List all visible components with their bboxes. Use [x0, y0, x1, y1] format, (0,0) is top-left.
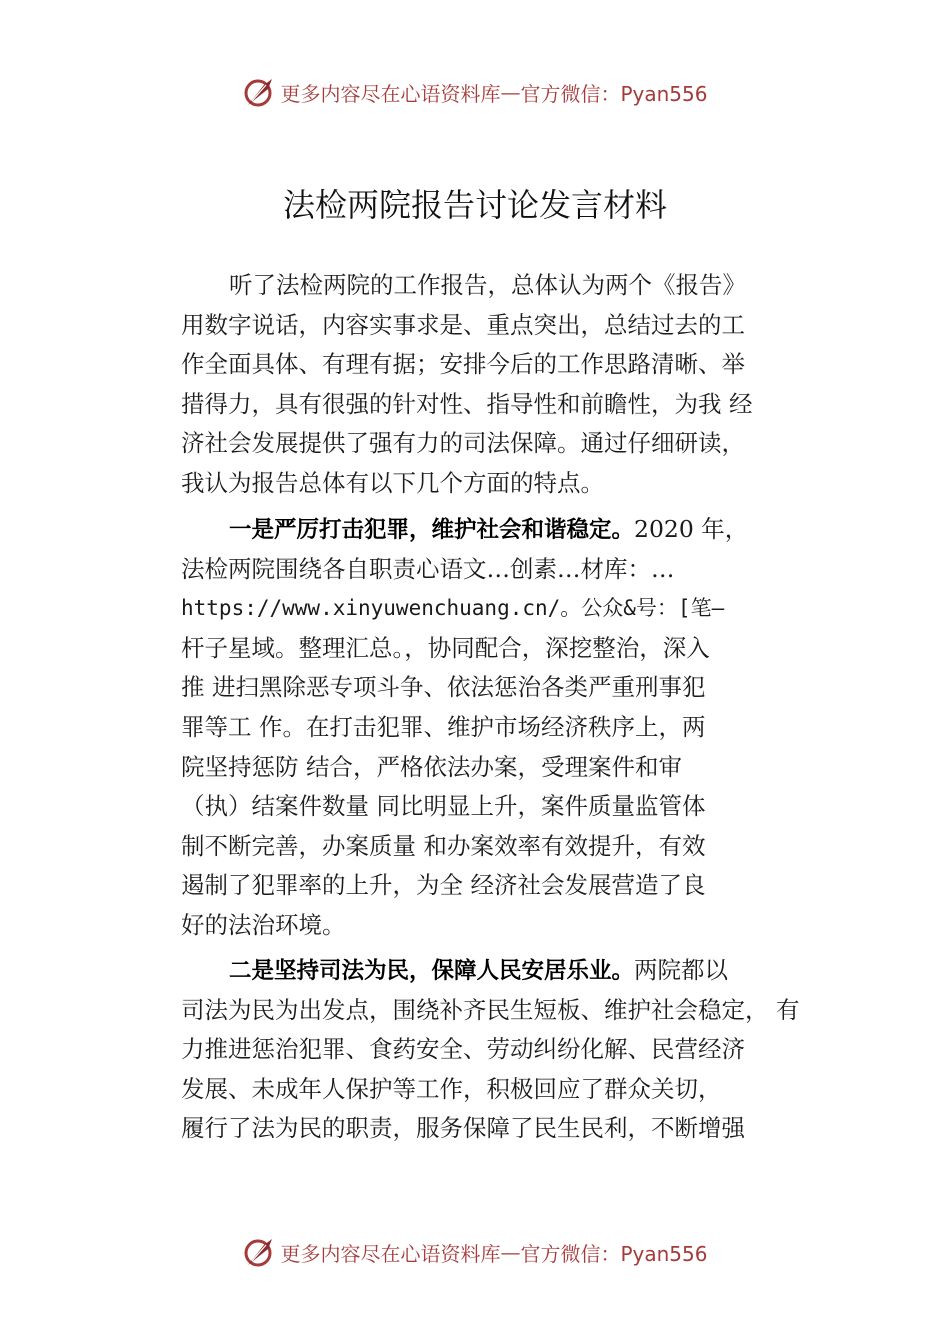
paragraph-line: 杆子星域。整理汇总。，协同配合，深挖整治，深入 [181, 633, 710, 662]
paragraph-line: 济社会发展提供了强有力的司法保障。通过仔细研读， [181, 429, 745, 458]
paragraph-first-line [181, 951, 779, 991]
paragraph-line: 措得力，具有很强的针对性、指导性和前瞻性，为我 经 [181, 389, 753, 418]
footer-watermark [0, 1232, 950, 1272]
paragraph-line-url: https://www.xinyuwenchuang.cn/。公众&号：[笔— [181, 596, 725, 621]
paragraph-line: 履行了法为民的职责，服务保障了民生民利，不断增强 [181, 1114, 745, 1143]
paragraph-line: 遏制了犯罪率的上升，为全 经济社会发展营造了良 [181, 871, 706, 900]
watermark-brand: 更多内容尽在心语资料库 [280, 1241, 501, 1266]
paragraph-line: 推 进扫黑除恶专项斗争、依法惩治各类严重刑事犯 [181, 673, 706, 702]
watermark-separator: — [500, 1240, 521, 1264]
paragraph-line: 发展、未成年人保护等工作，积极回应了群众关切， [181, 1074, 722, 1103]
heading-tail: 2020 年， [634, 515, 749, 543]
watermark-wechat: 官方微信：Pyan556 [520, 1241, 708, 1266]
quill-logo-icon [242, 75, 276, 109]
paragraph-line: 制不断完善，办案质量 和办案效率有效提升，有效 [181, 831, 706, 860]
paragraph-line: 听了法检两院的工作报告，总体认为两个《报告》 [229, 271, 746, 299]
point-heading: 二是坚持司法为民，保障人民安居乐业。 [229, 958, 635, 984]
watermark-separator: — [500, 80, 521, 104]
watermark-brand: 更多内容尽在心语资料库 [280, 81, 501, 106]
paragraph-point-two [181, 951, 800, 1149]
page-title: 法检两院报告讨论发言材料 [282, 186, 667, 224]
paragraph-point-one [181, 510, 779, 946]
paragraph-line: 力推进惩治犯罪、食药安全、劳动纠纷化解、民营经济 [181, 1035, 745, 1064]
quill-logo-icon [242, 1235, 276, 1269]
watermark-wechat: 官方微信：Pyan556 [520, 81, 708, 106]
header-watermark [0, 72, 950, 112]
paragraph-line: 我认为报告总体有以下几个方面的特点。 [181, 468, 604, 497]
point-heading: 一是严厉打击犯罪，维护社会和谐稳定。 [229, 517, 635, 543]
paragraph-intro [181, 266, 779, 504]
paragraph-line: 用数字说话，内容实事求是、重点突出，总结过去的工 [181, 310, 745, 339]
paragraph-first-line [181, 510, 779, 550]
paragraph-line: 作全面具体、有理有据；安排今后的工作思路清晰、举 [181, 350, 745, 379]
paragraph-line: 法检两院围绕各自职责心语文…创素…材库：… [181, 554, 675, 583]
paragraph-line: 院坚持惩防 结合，严格依法办案，受理案件和审 [181, 752, 682, 781]
paragraph-line: 好的法治环境。 [181, 910, 346, 939]
paragraph-line: 司法为民为出发点，围绕补齐民生短板、维护社会稳定， 有 [181, 995, 800, 1024]
paragraph-line: （执）结案件数量 同比明显上升，案件质量监管体 [181, 792, 706, 821]
heading-tail: 两院都以 [634, 956, 729, 984]
paragraph-line: 罪等工 作。在打击犯罪、维护市场经济秩序上，两 [181, 712, 706, 741]
